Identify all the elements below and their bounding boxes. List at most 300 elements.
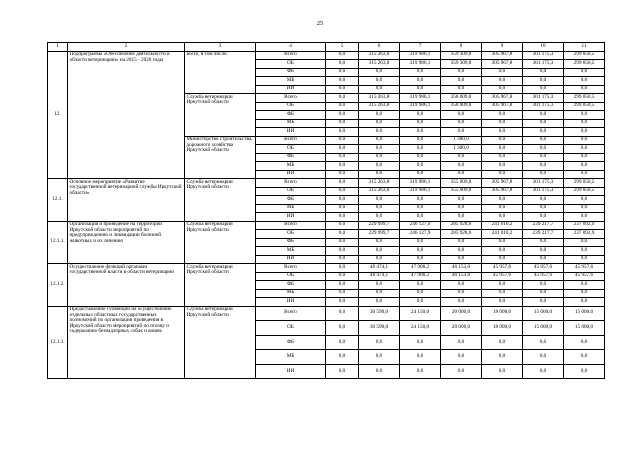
- amount-cell: 0,0: [564, 247, 605, 256]
- header-cell: 5: [326, 43, 359, 52]
- amount-cell: 0,0: [326, 51, 359, 60]
- amount-cell: 0,0: [482, 162, 523, 171]
- amount-cell: 47 908,2: [400, 272, 441, 281]
- item-name: Предоставление субвенции на осуществление отдельных областных государственных полномочий по организации проведения в Иркутской области мероприятий по отлову и содержанию безнадзорных собак и кошек: [68, 306, 185, 379]
- amount-cell: 0,0: [564, 238, 605, 247]
- amount-cell: 0,0: [359, 77, 400, 86]
- amount-cell: 0,0: [326, 221, 359, 230]
- amount-cell: 0,0: [482, 350, 523, 365]
- amount-cell: 0,0: [523, 298, 564, 307]
- amount-cell: 0,0: [523, 364, 564, 379]
- amount-cell: 0,0: [523, 247, 564, 256]
- amount-cell: 305 967,8: [482, 60, 523, 69]
- amount-cell: 46 153,6: [441, 264, 482, 273]
- amount-cell: 0,0: [523, 289, 564, 298]
- amount-cell: 0,0: [482, 85, 523, 94]
- amount-cell: 0,0: [400, 128, 441, 137]
- amount-cell: 0,0: [523, 196, 564, 205]
- amount-cell: 0,0: [523, 153, 564, 162]
- amount-cell: 319 986,1: [400, 60, 441, 69]
- item-number: 12.1.3.: [48, 306, 68, 379]
- amount-cell: 0,0: [400, 136, 441, 145]
- amount-cell: 0,0: [359, 162, 400, 171]
- amount-cell: 0,0: [482, 128, 523, 137]
- amount-cell: 0,0: [359, 204, 400, 213]
- amount-cell: 285 928,6: [441, 221, 482, 230]
- amount-cell: 299 050,5: [564, 187, 605, 196]
- executor: Служба ветеринарии Иркутской области: [185, 221, 256, 264]
- amount-cell: 0,0: [326, 298, 359, 307]
- amount-cell: 0,0: [441, 68, 482, 77]
- amount-cell: 0,0: [564, 153, 605, 162]
- table-row: [48, 51, 605, 60]
- amount-cell: 359 309,8: [441, 60, 482, 69]
- amount-cell: 0,0: [564, 77, 605, 86]
- funding-source: ОБ: [256, 272, 326, 281]
- funding-source: МБ: [256, 289, 326, 298]
- amount-cell: 237 092,9: [564, 221, 605, 230]
- amount-cell: 0,0: [400, 162, 441, 171]
- amount-cell: 0,0: [326, 77, 359, 86]
- amount-cell: 0,0: [564, 128, 605, 137]
- amount-cell: 305 967,8: [482, 187, 523, 196]
- amount-cell: 241 010,2: [482, 230, 523, 239]
- amount-cell: 0,0: [441, 153, 482, 162]
- amount-cell: 1 300,0: [441, 136, 482, 145]
- amount-cell: 0,0: [359, 255, 400, 264]
- amount-cell: 0,0: [482, 298, 523, 307]
- amount-cell: 0,0: [441, 119, 482, 128]
- amount-cell: 239 217,7: [523, 230, 564, 239]
- header-cell: 3: [185, 43, 256, 52]
- amount-cell: 246 127,9: [400, 221, 441, 230]
- amount-cell: 0,0: [359, 238, 400, 247]
- amount-cell: 15 000,0: [564, 306, 605, 321]
- amount-cell: 0,0: [326, 289, 359, 298]
- amount-cell: 301 175,3: [523, 60, 564, 69]
- amount-cell: 0,0: [564, 364, 605, 379]
- amount-cell: 0,0: [523, 119, 564, 128]
- amount-cell: 20 000,0: [441, 321, 482, 336]
- amount-cell: 0,0: [523, 136, 564, 145]
- amount-cell: 0,0: [441, 335, 482, 350]
- amount-cell: 285 928,6: [441, 230, 482, 239]
- amount-cell: 0,0: [482, 238, 523, 247]
- amount-cell: 0,0: [400, 213, 441, 222]
- amount-cell: 0,0: [326, 364, 359, 379]
- amount-cell: 0,0: [441, 350, 482, 365]
- header-cell: 2: [68, 43, 185, 52]
- amount-cell: 0,0: [441, 364, 482, 379]
- funding-source: МБ: [256, 119, 326, 128]
- table-row: [48, 221, 605, 230]
- amount-cell: 46 153,6: [441, 272, 482, 281]
- amount-cell: 0,0: [326, 119, 359, 128]
- amount-cell: 0,0: [523, 145, 564, 154]
- funding-source: ФБ: [256, 238, 326, 247]
- amount-cell: 0,0: [523, 68, 564, 77]
- amount-cell: 299 050,5: [564, 102, 605, 111]
- header-cell: 4: [256, 43, 326, 52]
- table-row: [48, 306, 605, 321]
- header-cell: 9: [482, 43, 523, 52]
- header-cell: 6: [359, 43, 400, 52]
- amount-cell: 0,0: [441, 255, 482, 264]
- funding-source: Всего: [256, 136, 326, 145]
- funding-source: ОБ: [256, 230, 326, 239]
- amount-cell: 0,0: [482, 364, 523, 379]
- amount-cell: 239 217,7: [523, 221, 564, 230]
- amount-cell: 0,0: [400, 77, 441, 86]
- amount-cell: 0,0: [564, 213, 605, 222]
- amount-cell: 358 009,8: [441, 102, 482, 111]
- amount-cell: 0,0: [564, 204, 605, 213]
- amount-cell: 0,0: [400, 145, 441, 154]
- amount-cell: 0,0: [359, 119, 400, 128]
- amount-cell: 0,0: [564, 335, 605, 350]
- executor: Служба ветеринарии Иркутской области: [185, 94, 256, 137]
- amount-cell: 0,0: [359, 153, 400, 162]
- amount-cell: 305 967,8: [482, 179, 523, 188]
- amount-cell: 0,0: [326, 213, 359, 222]
- funding-source: Всего: [256, 51, 326, 60]
- amount-cell: 315 263,8: [359, 51, 400, 60]
- amount-cell: 0,0: [326, 68, 359, 77]
- amount-cell: 319 986,1: [400, 94, 441, 103]
- amount-cell: 0,0: [326, 350, 359, 365]
- executor: Служба ветеринарии Иркутской области: [185, 179, 256, 222]
- amount-cell: 0,0: [400, 289, 441, 298]
- amount-cell: 0,0: [400, 335, 441, 350]
- amount-cell: 0,0: [359, 111, 400, 120]
- header-cell: 8: [441, 43, 482, 52]
- amount-cell: 0,0: [441, 204, 482, 213]
- executor: Министерство строительства, дорожного хозяйства Иркутской области: [185, 136, 256, 179]
- funding-source: ИИ: [256, 85, 326, 94]
- amount-cell: 0,0: [326, 335, 359, 350]
- amount-cell: 0,0: [326, 94, 359, 103]
- table-row: [48, 179, 605, 188]
- amount-cell: 0,0: [441, 170, 482, 179]
- amount-cell: 301 175,3: [523, 51, 564, 60]
- funding-source: МБ: [256, 350, 326, 365]
- amount-cell: 45 957,6: [564, 264, 605, 273]
- item-name: Организация и проведение на территории Иркутской области мероприятий по предупреждению и ликвидации болезней животных и их лечению: [68, 221, 185, 264]
- funding-source: ОБ: [256, 321, 326, 336]
- amount-cell: 15 000,0: [564, 321, 605, 336]
- amount-cell: 229 999,7: [359, 221, 400, 230]
- amount-cell: 0,0: [523, 204, 564, 213]
- amount-cell: 0,0: [400, 298, 441, 307]
- amount-cell: 0,0: [359, 68, 400, 77]
- amount-cell: 30 590,0: [359, 321, 400, 336]
- amount-cell: 48 474,1: [359, 272, 400, 281]
- amount-cell: 0,0: [400, 111, 441, 120]
- amount-cell: 0,0: [441, 162, 482, 171]
- amount-cell: 0,0: [400, 196, 441, 205]
- funding-source: ФБ: [256, 281, 326, 290]
- amount-cell: 0,0: [482, 281, 523, 290]
- amount-cell: 301 175,3: [523, 94, 564, 103]
- amount-cell: 0,0: [523, 111, 564, 120]
- amount-cell: 0,0: [523, 281, 564, 290]
- amount-cell: 241 010,2: [482, 221, 523, 230]
- amount-cell: 15 000,0: [523, 321, 564, 336]
- amount-cell: 237 092,9: [564, 230, 605, 239]
- amount-cell: 315 263,8: [359, 187, 400, 196]
- amount-cell: 0,0: [564, 255, 605, 264]
- amount-cell: 0,0: [523, 213, 564, 222]
- amount-cell: 0,0: [482, 247, 523, 256]
- item-name: Основное мероприятие «Развитие государственной ветеринарной службы Иркутской области»: [68, 179, 185, 222]
- amount-cell: 0,0: [441, 85, 482, 94]
- amount-cell: 0,0: [400, 364, 441, 379]
- amount-cell: 45 957,6: [482, 272, 523, 281]
- amount-cell: 0,0: [400, 170, 441, 179]
- funding-source: ФБ: [256, 335, 326, 350]
- amount-cell: 319 986,1: [400, 102, 441, 111]
- amount-cell: 0,0: [564, 350, 605, 365]
- amount-cell: 0,0: [359, 136, 400, 145]
- amount-cell: 0,0: [400, 238, 441, 247]
- amount-cell: 315 263,8: [359, 179, 400, 188]
- page-number: 25: [316, 20, 324, 27]
- amount-cell: 0,0: [359, 247, 400, 256]
- amount-cell: 0,0: [564, 136, 605, 145]
- amount-cell: 0,0: [564, 281, 605, 290]
- table-header-row: [48, 43, 605, 52]
- amount-cell: 24 150,0: [400, 321, 441, 336]
- amount-cell: 301 175,3: [523, 187, 564, 196]
- amount-cell: 358 009,8: [441, 94, 482, 103]
- amount-cell: 0,0: [482, 289, 523, 298]
- amount-cell: 24 150,0: [400, 306, 441, 321]
- amount-cell: 0,0: [482, 213, 523, 222]
- amount-cell: 18 000,0: [482, 306, 523, 321]
- amount-cell: 0,0: [326, 179, 359, 188]
- amount-cell: 48 474,1: [359, 264, 400, 273]
- amount-cell: 0,0: [326, 60, 359, 69]
- amount-cell: 0,0: [326, 128, 359, 137]
- amount-cell: 319 986,1: [400, 51, 441, 60]
- amount-cell: 0,0: [564, 162, 605, 171]
- funding-source: Всего: [256, 306, 326, 321]
- funding-source: ФБ: [256, 153, 326, 162]
- funding-source: ОБ: [256, 187, 326, 196]
- amount-cell: 15 000,0: [523, 306, 564, 321]
- amount-cell: 47 908,2: [400, 264, 441, 273]
- amount-cell: 0,0: [523, 77, 564, 86]
- amount-cell: 299 050,5: [564, 179, 605, 188]
- financing-table: [47, 42, 605, 379]
- amount-cell: 0,0: [326, 264, 359, 273]
- amount-cell: 0,0: [441, 196, 482, 205]
- amount-cell: 229 999,7: [359, 230, 400, 239]
- amount-cell: 0,0: [359, 85, 400, 94]
- amount-cell: 0,0: [359, 281, 400, 290]
- amount-cell: 0,0: [400, 350, 441, 365]
- amount-cell: 305 967,8: [482, 94, 523, 103]
- funding-source: ФБ: [256, 111, 326, 120]
- amount-cell: 0,0: [400, 247, 441, 256]
- amount-cell: 0,0: [326, 255, 359, 264]
- funding-source: Всего: [256, 221, 326, 230]
- amount-cell: 299 050,5: [564, 60, 605, 69]
- amount-cell: 0,0: [482, 68, 523, 77]
- amount-cell: 319 986,1: [400, 187, 441, 196]
- amount-cell: 0,0: [400, 68, 441, 77]
- amount-cell: 0,0: [359, 350, 400, 365]
- amount-cell: 0,0: [564, 289, 605, 298]
- amount-cell: 0,0: [523, 128, 564, 137]
- amount-cell: 0,0: [441, 298, 482, 307]
- funding-source: ОБ: [256, 145, 326, 154]
- amount-cell: 0,0: [523, 170, 564, 179]
- amount-cell: 0,0: [326, 238, 359, 247]
- amount-cell: 299 050,5: [564, 94, 605, 103]
- amount-cell: 0,0: [326, 230, 359, 239]
- amount-cell: 0,0: [359, 145, 400, 154]
- amount-cell: 315 263,8: [359, 60, 400, 69]
- funding-source: МБ: [256, 247, 326, 256]
- amount-cell: 0,0: [326, 170, 359, 179]
- amount-cell: 0,0: [482, 153, 523, 162]
- amount-cell: 0,0: [482, 335, 523, 350]
- amount-cell: 0,0: [359, 289, 400, 298]
- amount-cell: 0,0: [400, 281, 441, 290]
- amount-cell: 0,0: [564, 68, 605, 77]
- funding-source: МБ: [256, 162, 326, 171]
- executor: Служба ветеринарии Иркутской области: [185, 264, 256, 307]
- amount-cell: 30 590,0: [359, 306, 400, 321]
- amount-cell: 0,0: [400, 204, 441, 213]
- amount-cell: 0,0: [326, 196, 359, 205]
- amount-cell: 0,0: [326, 204, 359, 213]
- header-cell: 7: [400, 43, 441, 52]
- amount-cell: 299 050,5: [564, 51, 605, 60]
- amount-cell: 0,0: [482, 204, 523, 213]
- amount-cell: 0,0: [564, 170, 605, 179]
- amount-cell: 246 127,9: [400, 230, 441, 239]
- amount-cell: 355 009,8: [441, 187, 482, 196]
- funding-source: МБ: [256, 77, 326, 86]
- executor: Служба ветеринарии Иркутской области: [185, 306, 256, 379]
- item-name: Осуществление функций органами государственной власти в области ветеринарии: [68, 264, 185, 307]
- funding-source: ИИ: [256, 255, 326, 264]
- amount-cell: 0,0: [326, 136, 359, 145]
- amount-cell: 0,0: [326, 306, 359, 321]
- amount-cell: 0,0: [564, 85, 605, 94]
- amount-cell: 0,0: [564, 298, 605, 307]
- funding-source: Всего: [256, 179, 326, 188]
- funding-source: ИИ: [256, 128, 326, 137]
- amount-cell: 0,0: [359, 213, 400, 222]
- amount-cell: 0,0: [326, 281, 359, 290]
- amount-cell: 319 986,1: [400, 179, 441, 188]
- executor: всего, в том числе:: [185, 51, 256, 94]
- amount-cell: 0,0: [326, 247, 359, 256]
- funding-source: ОБ: [256, 102, 326, 111]
- amount-cell: 0,0: [523, 350, 564, 365]
- amount-cell: 0,0: [482, 170, 523, 179]
- amount-cell: 355 009,8: [441, 179, 482, 188]
- amount-cell: 0,0: [482, 119, 523, 128]
- amount-cell: 0,0: [326, 321, 359, 336]
- amount-cell: 0,0: [441, 77, 482, 86]
- funding-source: ИИ: [256, 213, 326, 222]
- amount-cell: 0,0: [359, 298, 400, 307]
- amount-cell: 0,0: [326, 153, 359, 162]
- amount-cell: 0,0: [523, 238, 564, 247]
- amount-cell: 0,0: [326, 102, 359, 111]
- funding-source: ОБ: [256, 60, 326, 69]
- amount-cell: 18 000,0: [482, 321, 523, 336]
- amount-cell: 45 957,6: [564, 272, 605, 281]
- amount-cell: 0,0: [326, 187, 359, 196]
- amount-cell: 0,0: [482, 77, 523, 86]
- item-name: Подпрограмма «Обеспечение деятельности в области ветеринарии» на 2015 - 2020 годы: [68, 51, 185, 179]
- amount-cell: 0,0: [523, 255, 564, 264]
- amount-cell: 0,0: [326, 111, 359, 120]
- amount-cell: 301 175,3: [523, 102, 564, 111]
- amount-cell: 0,0: [482, 196, 523, 205]
- amount-cell: 0,0: [400, 85, 441, 94]
- amount-cell: 0,0: [523, 162, 564, 171]
- item-number: 12.1.1.: [48, 221, 68, 264]
- amount-cell: 305 967,8: [482, 102, 523, 111]
- amount-cell: 0,0: [564, 111, 605, 120]
- amount-cell: 45 957,6: [523, 264, 564, 273]
- funding-source: МБ: [256, 204, 326, 213]
- amount-cell: 0,0: [564, 119, 605, 128]
- header-cell: 11: [564, 43, 605, 52]
- amount-cell: 0,0: [523, 85, 564, 94]
- funding-source: ИИ: [256, 170, 326, 179]
- amount-cell: 0,0: [359, 335, 400, 350]
- amount-cell: 0,0: [482, 111, 523, 120]
- amount-cell: 0,0: [359, 364, 400, 379]
- amount-cell: 0,0: [400, 153, 441, 162]
- amount-cell: 0,0: [441, 238, 482, 247]
- amount-cell: 0,0: [482, 145, 523, 154]
- item-number: 12.: [48, 51, 68, 179]
- amount-cell: 0,0: [564, 196, 605, 205]
- header-cell: 1: [48, 43, 68, 52]
- amount-cell: 0,0: [400, 255, 441, 264]
- amount-cell: 0,0: [326, 162, 359, 171]
- amount-cell: 315 263,8: [359, 102, 400, 111]
- amount-cell: 0,0: [441, 289, 482, 298]
- amount-cell: 0,0: [359, 196, 400, 205]
- amount-cell: 0,0: [326, 85, 359, 94]
- funding-source: ИИ: [256, 364, 326, 379]
- amount-cell: 0,0: [359, 128, 400, 137]
- amount-cell: 0,0: [326, 145, 359, 154]
- amount-cell: 0,0: [326, 272, 359, 281]
- header-cell: 10: [523, 43, 564, 52]
- amount-cell: 0,0: [359, 170, 400, 179]
- amount-cell: 0,0: [523, 335, 564, 350]
- table-row: [48, 264, 605, 273]
- amount-cell: 305 967,8: [482, 51, 523, 60]
- amount-cell: 45 957,6: [523, 272, 564, 281]
- amount-cell: 301 175,3: [523, 179, 564, 188]
- amount-cell: 0,0: [564, 145, 605, 154]
- funding-source: Всего: [256, 94, 326, 103]
- item-number: 12.1.2.: [48, 264, 68, 307]
- amount-cell: 315 263,8: [359, 94, 400, 103]
- amount-cell: 359 309,8: [441, 51, 482, 60]
